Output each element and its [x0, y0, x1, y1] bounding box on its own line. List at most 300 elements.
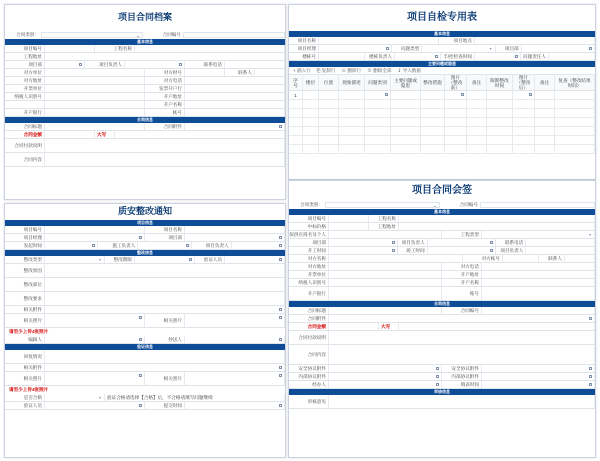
grid-cell[interactable]	[513, 109, 535, 117]
archive-label: 对方电话	[145, 77, 185, 84]
quality-date[interactable]	[135, 256, 195, 263]
archive-contract-bar: 合同信息	[5, 117, 285, 123]
row-number	[289, 100, 303, 108]
quality-label: 项目部	[145, 234, 185, 241]
grid-cell[interactable]	[487, 145, 513, 153]
sign-label: 合同内容	[289, 345, 329, 364]
sign-field[interactable]	[329, 381, 442, 388]
grid-header-cell: 限期整改时间	[487, 75, 513, 90]
grid-cell[interactable]	[319, 109, 339, 117]
archive-label: 对方地址	[5, 77, 45, 84]
grid-cell[interactable]	[319, 127, 339, 135]
grid-cell[interactable]	[339, 100, 365, 108]
archive-label: 发票开户行	[145, 85, 185, 92]
archive-field[interactable]	[45, 69, 145, 76]
grid-cell[interactable]	[445, 109, 467, 117]
sign-field[interactable]	[329, 271, 442, 278]
grid-cell[interactable]	[445, 118, 467, 126]
inspect-label: 项目地点	[439, 37, 475, 44]
grid-cell[interactable]	[319, 118, 339, 126]
sign-label: 项目编号	[289, 215, 329, 222]
grid-cell[interactable]	[445, 127, 467, 135]
grid-cell[interactable]	[535, 100, 555, 108]
quality-label: 回复情况	[5, 350, 45, 363]
quality-textarea[interactable]	[45, 350, 285, 363]
grid-cell[interactable]	[391, 118, 421, 126]
grid-cell[interactable]	[555, 109, 595, 117]
grid-cell[interactable]	[391, 91, 421, 99]
grid-cell[interactable]	[513, 127, 535, 135]
row-number	[289, 127, 303, 135]
grid-header-cell: 整改措施	[421, 75, 445, 90]
archive-field[interactable]	[185, 101, 285, 108]
sign-field[interactable]	[503, 255, 539, 262]
archive-label: 对方单位	[5, 69, 45, 76]
grid-cell[interactable]	[391, 100, 421, 108]
inspect-field[interactable]	[475, 37, 595, 44]
grid-cell[interactable]	[421, 127, 445, 135]
sign-amount-field[interactable]	[329, 323, 379, 330]
user-icon	[279, 244, 282, 247]
archive-field[interactable]	[45, 45, 95, 52]
inspect-label: 项目名称	[289, 37, 319, 44]
sign-date[interactable]	[482, 381, 595, 388]
grid-cell[interactable]	[467, 127, 487, 135]
grid-cell[interactable]	[513, 118, 535, 126]
quality-select[interactable]: ▾	[45, 256, 105, 263]
grid-cell[interactable]	[445, 145, 467, 153]
quality-field[interactable]	[185, 226, 285, 233]
chevron-down-icon	[385, 93, 388, 96]
sign-contract-bar: 合同信息	[289, 301, 595, 307]
grid-cell[interactable]	[421, 100, 445, 108]
archive-label: 合同内容	[5, 153, 45, 166]
sign-label: 项目负责人	[398, 239, 428, 246]
building-icon	[79, 63, 82, 66]
sign-label: 工程地址	[369, 223, 399, 230]
sign-attach[interactable]	[329, 373, 442, 380]
grid-row	[289, 109, 595, 118]
grid-cell[interactable]	[535, 91, 555, 99]
grid-cell[interactable]	[421, 109, 445, 117]
archive-label: 开票单位	[5, 85, 45, 92]
sign-label: 工程类型	[442, 231, 482, 238]
row-number: 1	[289, 91, 303, 99]
sign-no-field[interactable]	[480, 202, 595, 208]
grid-cell[interactable]	[339, 127, 365, 135]
archive-type-select[interactable]: ▾	[41, 32, 143, 38]
archive-field[interactable]	[185, 85, 285, 92]
grid-header-cell: 主要问题或隐患	[391, 75, 421, 90]
quality-field[interactable]	[45, 336, 145, 343]
sign-label: 开票单位	[289, 271, 329, 278]
sign-field[interactable]	[526, 247, 595, 254]
calendar-icon	[490, 249, 493, 252]
user-icon	[139, 404, 142, 407]
grid-cell[interactable]	[445, 136, 467, 144]
user-icon	[279, 258, 282, 261]
grid-cell[interactable]	[535, 118, 555, 126]
building-icon	[392, 241, 395, 244]
archive-amount-field[interactable]	[45, 131, 95, 138]
grid-cell[interactable]	[391, 127, 421, 135]
sign-field[interactable]	[329, 307, 442, 314]
quality-textarea[interactable]	[45, 264, 285, 277]
archive-field[interactable]	[45, 123, 145, 130]
grid-cell[interactable]	[421, 145, 445, 153]
inspect-field[interactable]	[522, 45, 595, 52]
quality-field[interactable]	[225, 256, 285, 263]
grid-cell[interactable]	[555, 145, 595, 153]
archive-no-field[interactable]	[183, 32, 285, 38]
sign-label: 对方电话	[442, 263, 482, 270]
archive-textarea[interactable]	[45, 153, 285, 166]
archive-big-label: 大写	[95, 131, 115, 138]
grid-cell[interactable]	[339, 109, 365, 117]
grid-cell[interactable]	[365, 127, 391, 135]
archive-label: 开户地址	[145, 93, 185, 100]
sign-label: 填表时间	[442, 381, 482, 388]
archive-field[interactable]	[45, 85, 145, 92]
grid-cell[interactable]	[365, 145, 391, 153]
inspect-date[interactable]	[475, 53, 521, 60]
inspect-select[interactable]: ▾	[422, 45, 495, 52]
archive-attach-field[interactable]	[185, 123, 285, 130]
quality-label: 抄送人	[145, 336, 185, 343]
quality-label: 相关附件	[5, 306, 45, 313]
quality-label: 相关照片	[145, 372, 185, 385]
user-icon	[179, 63, 182, 66]
building-icon	[279, 236, 282, 239]
quality-photo[interactable]	[45, 372, 145, 385]
insert-row-button[interactable]: + 插入行	[293, 67, 311, 73]
inspect-issue-bar: 主要问题或隐患	[289, 61, 595, 67]
grid-cell[interactable]	[467, 136, 487, 144]
quality-field[interactable]	[185, 234, 285, 241]
grid-cell[interactable]	[391, 145, 421, 153]
grid-cell[interactable]	[487, 127, 513, 135]
grid-cell[interactable]	[467, 100, 487, 108]
user-icon	[279, 338, 282, 341]
quality-label: 项目编号	[5, 226, 45, 233]
grid-cell[interactable]	[339, 136, 365, 144]
sign-label: 合同编号	[442, 307, 482, 314]
grid-cell[interactable]	[467, 109, 487, 117]
archive-label: 对方财号	[145, 69, 185, 76]
grid-header-cell: 备注	[535, 75, 555, 90]
archive-amount-label: 合同金额	[5, 131, 45, 138]
grid-cell[interactable]	[445, 91, 467, 99]
grid-header-cell: 楼层	[303, 75, 319, 90]
grid-cell[interactable]	[303, 118, 319, 126]
sign-label: 拟供应商名及个人	[289, 231, 329, 238]
grid-row	[289, 136, 595, 145]
grid-cell[interactable]	[535, 127, 555, 135]
sign-field[interactable]	[482, 263, 595, 270]
calendar-icon	[279, 404, 282, 407]
grid-header-cell: 图片（整改前）	[445, 75, 467, 90]
grid-cell[interactable]	[535, 136, 555, 144]
grid-cell[interactable]	[467, 145, 487, 153]
quality-issue-bar: 整改信息	[5, 250, 285, 256]
grid-row	[289, 127, 595, 136]
delete-row-button[interactable]: ⊖ 删除行	[341, 67, 362, 73]
archive-label	[5, 101, 45, 108]
sign-textarea[interactable]	[329, 345, 595, 364]
quality-photo[interactable]	[45, 314, 145, 327]
grid-cell[interactable]	[303, 127, 319, 135]
archive-label: 项目负责人	[85, 61, 125, 68]
grid-header-cell: 复查（整改结果时间）	[555, 75, 595, 90]
paperclip-icon	[279, 125, 282, 128]
sign-field[interactable]	[428, 239, 497, 246]
copy-row-button[interactable]: ⎘ 复制行	[316, 67, 336, 73]
grid-cell[interactable]	[513, 91, 535, 99]
grid-cell[interactable]	[365, 91, 391, 99]
grid-cell[interactable]	[487, 100, 513, 108]
import-data-button[interactable]: ↧ 导入数据	[397, 67, 421, 73]
archive-field[interactable]	[225, 61, 285, 68]
inspect-field[interactable]	[319, 45, 392, 52]
quality-date[interactable]	[185, 402, 285, 409]
self-inspection-form	[288, 4, 596, 180]
sign-label: 账号	[442, 287, 482, 300]
quality-label: 是否合格	[5, 394, 45, 401]
row-number	[289, 136, 303, 144]
sign-field[interactable]	[329, 263, 442, 270]
sign-big-field	[399, 323, 595, 330]
quality-attach[interactable]	[45, 306, 285, 313]
archive-field[interactable]	[185, 93, 285, 100]
grid-cell[interactable]	[555, 100, 595, 108]
sign-textarea[interactable]	[329, 331, 595, 344]
sign-attach[interactable]	[329, 365, 442, 372]
image-icon	[279, 374, 282, 377]
sign-field[interactable]	[482, 279, 595, 286]
archive-field[interactable]	[45, 109, 145, 116]
quality-label: 相关照片	[145, 314, 185, 327]
inspect-field[interactable]	[549, 53, 595, 60]
row-number	[289, 118, 303, 126]
grid-cell[interactable]	[421, 136, 445, 144]
calendar-icon	[392, 249, 395, 252]
sign-type-label: 合同类别：	[300, 202, 323, 207]
sign-field[interactable]	[565, 255, 595, 262]
grid-cell[interactable]	[391, 136, 421, 144]
sign-label: 内部协议附件	[289, 373, 329, 380]
archive-label: 工程名称	[95, 45, 135, 52]
grid-cell[interactable]	[339, 118, 365, 126]
quality-date[interactable]	[45, 242, 98, 249]
grid-cell[interactable]	[535, 109, 555, 117]
quality-label: 项目名称	[145, 226, 185, 233]
archive-field[interactable]	[185, 109, 285, 116]
archive-field[interactable]	[45, 77, 145, 84]
grid-cell[interactable]	[535, 145, 555, 153]
grid-cell[interactable]	[555, 127, 595, 135]
inspect-field[interactable]	[319, 37, 439, 44]
grid-cell[interactable]	[487, 91, 513, 99]
paperclip-icon	[279, 366, 282, 369]
calendar-icon	[515, 55, 518, 58]
quality-textarea[interactable]	[45, 278, 285, 291]
quality-photo[interactable]	[185, 372, 285, 385]
quality-field[interactable]	[45, 226, 145, 233]
grid-cell[interactable]	[555, 91, 595, 99]
grid-cell[interactable]	[487, 118, 513, 126]
grid-cell[interactable]	[319, 145, 339, 153]
archive-field[interactable]	[135, 45, 285, 52]
quality-field[interactable]	[232, 242, 285, 249]
sign-attach[interactable]	[329, 315, 595, 322]
grid-cell[interactable]	[513, 145, 535, 153]
image-icon	[139, 374, 142, 377]
grid-cell[interactable]	[365, 100, 391, 108]
sign-label: 联系人	[539, 255, 565, 262]
quality-label: 项目经理	[5, 234, 45, 241]
grid-cell[interactable]	[319, 136, 339, 144]
sign-review-textarea[interactable]	[329, 395, 595, 408]
sign-field[interactable]	[329, 279, 442, 286]
archive-field[interactable]	[185, 69, 225, 76]
sign-field[interactable]	[329, 239, 398, 246]
quality-label: 整改要求	[5, 292, 45, 305]
sign-label: 内部协议附件	[442, 373, 482, 380]
inspect-field[interactable]	[319, 53, 365, 60]
sign-field[interactable]	[482, 307, 595, 314]
grid-cell[interactable]	[339, 91, 365, 99]
quality-field[interactable]	[45, 234, 145, 241]
user-icon	[139, 338, 142, 341]
inspect-label: 丰/控检查时间	[441, 53, 475, 60]
sign-date[interactable]	[329, 247, 398, 254]
archive-textarea[interactable]	[45, 139, 285, 152]
sign-no-label: 合同编号	[459, 202, 478, 207]
sign-basic-bar: 基本信息	[289, 209, 595, 215]
sign-field[interactable]	[329, 255, 463, 262]
quality-title: 质安整改通知	[117, 207, 172, 217]
sign-field[interactable]	[329, 231, 442, 238]
sign-label: 工程名称	[369, 215, 399, 222]
archive-field[interactable]	[125, 61, 185, 68]
sign-field[interactable]	[329, 215, 369, 222]
quality-pass-select[interactable]: ▾	[45, 394, 105, 401]
grid-cell[interactable]	[319, 100, 339, 108]
sign-field[interactable]	[329, 223, 369, 230]
grid-cell[interactable]	[487, 136, 513, 144]
archive-label: 帐号	[145, 109, 185, 116]
inspect-label: 问题责任人	[521, 53, 549, 60]
grid-cell[interactable]	[487, 109, 513, 117]
quality-label: 整改部位	[5, 278, 45, 291]
user-icon	[186, 244, 189, 247]
grid-cell[interactable]	[303, 91, 319, 99]
quality-textarea[interactable]	[45, 292, 285, 305]
grid-row	[289, 118, 595, 127]
quality-field[interactable]	[185, 336, 285, 343]
archive-label: 合同附件	[145, 123, 185, 130]
sign-select[interactable]: ▾	[482, 231, 595, 238]
grid-cell[interactable]	[303, 145, 319, 153]
archive-field[interactable]	[45, 61, 85, 68]
archive-field[interactable]	[185, 77, 285, 84]
calendar-icon	[189, 258, 192, 261]
sign-field[interactable]	[329, 287, 442, 300]
sign-label: 对方名称	[289, 255, 329, 262]
sign-field[interactable]	[526, 239, 595, 246]
sign-label: 对方地址	[289, 263, 329, 270]
grid-cell[interactable]	[365, 136, 391, 144]
sign-attach[interactable]	[482, 365, 595, 372]
archive-field[interactable]	[255, 69, 285, 76]
inspect-label: 项目经理	[289, 45, 319, 52]
user-icon	[139, 236, 142, 239]
grid-cell[interactable]	[339, 145, 365, 153]
quality-photo[interactable]	[185, 314, 285, 327]
image-icon	[279, 316, 282, 319]
grid-header-cell: 图片（整改后）	[513, 75, 535, 90]
archive-field[interactable]	[45, 101, 145, 108]
archive-label: 开户名称	[145, 101, 185, 108]
sign-label: 开户银行	[289, 287, 329, 300]
grid-cell[interactable]	[303, 100, 319, 108]
archive-field[interactable]	[45, 53, 285, 60]
grid-cell[interactable]	[319, 91, 339, 99]
quality-pass-hint: 验证合格请选择【合格】后，不合格请填写问题继续	[105, 394, 285, 401]
sign-label: 安全协议附件	[442, 365, 482, 372]
quality-label: 发起时间	[5, 242, 45, 249]
sign-label: 合同标题	[289, 307, 329, 314]
photo-note: 请至少上传4张照片	[9, 329, 49, 334]
grid-cell[interactable]	[445, 100, 467, 108]
delete-all-button[interactable]: ⊗ 删除全部	[367, 67, 392, 73]
grid-cell[interactable]	[513, 136, 535, 144]
grid-cell[interactable]	[365, 109, 391, 117]
inspect-field[interactable]	[395, 53, 441, 60]
archive-label: 开户银行	[5, 109, 45, 116]
grid-cell[interactable]	[421, 91, 445, 99]
sign-field[interactable]	[482, 271, 595, 278]
sign-field[interactable]	[482, 287, 595, 300]
grid-cell[interactable]	[303, 136, 319, 144]
sign-field[interactable]	[399, 223, 595, 230]
grid-cell[interactable]	[555, 118, 595, 126]
grid-cell[interactable]	[467, 118, 487, 126]
grid-cell[interactable]	[467, 91, 487, 99]
image-icon	[461, 93, 464, 96]
inspect-basic-bar: 基本信息	[289, 31, 595, 37]
quality-field[interactable]	[138, 242, 191, 249]
grid-cell[interactable]	[555, 136, 595, 144]
archive-basic-bar: 基本信息	[5, 39, 285, 45]
sign-field[interactable]	[399, 215, 595, 222]
quality-field[interactable]	[45, 402, 145, 409]
sign-label: 项目负责人	[496, 247, 526, 254]
archive-field[interactable]	[45, 93, 145, 100]
contract-archive-form	[4, 4, 286, 200]
sign-date[interactable]	[428, 247, 497, 254]
grid-cell[interactable]	[303, 109, 319, 117]
paperclip-icon	[436, 375, 439, 378]
sign-type-select[interactable]: ▾	[325, 202, 440, 208]
sign-attach[interactable]	[482, 373, 595, 380]
grid-cell[interactable]	[365, 118, 391, 126]
grid-cell[interactable]	[421, 118, 445, 126]
grid-cell[interactable]	[513, 100, 535, 108]
quality-attach[interactable]	[45, 364, 285, 371]
inspect-toolbar	[289, 67, 595, 75]
grid-cell[interactable]	[391, 109, 421, 117]
